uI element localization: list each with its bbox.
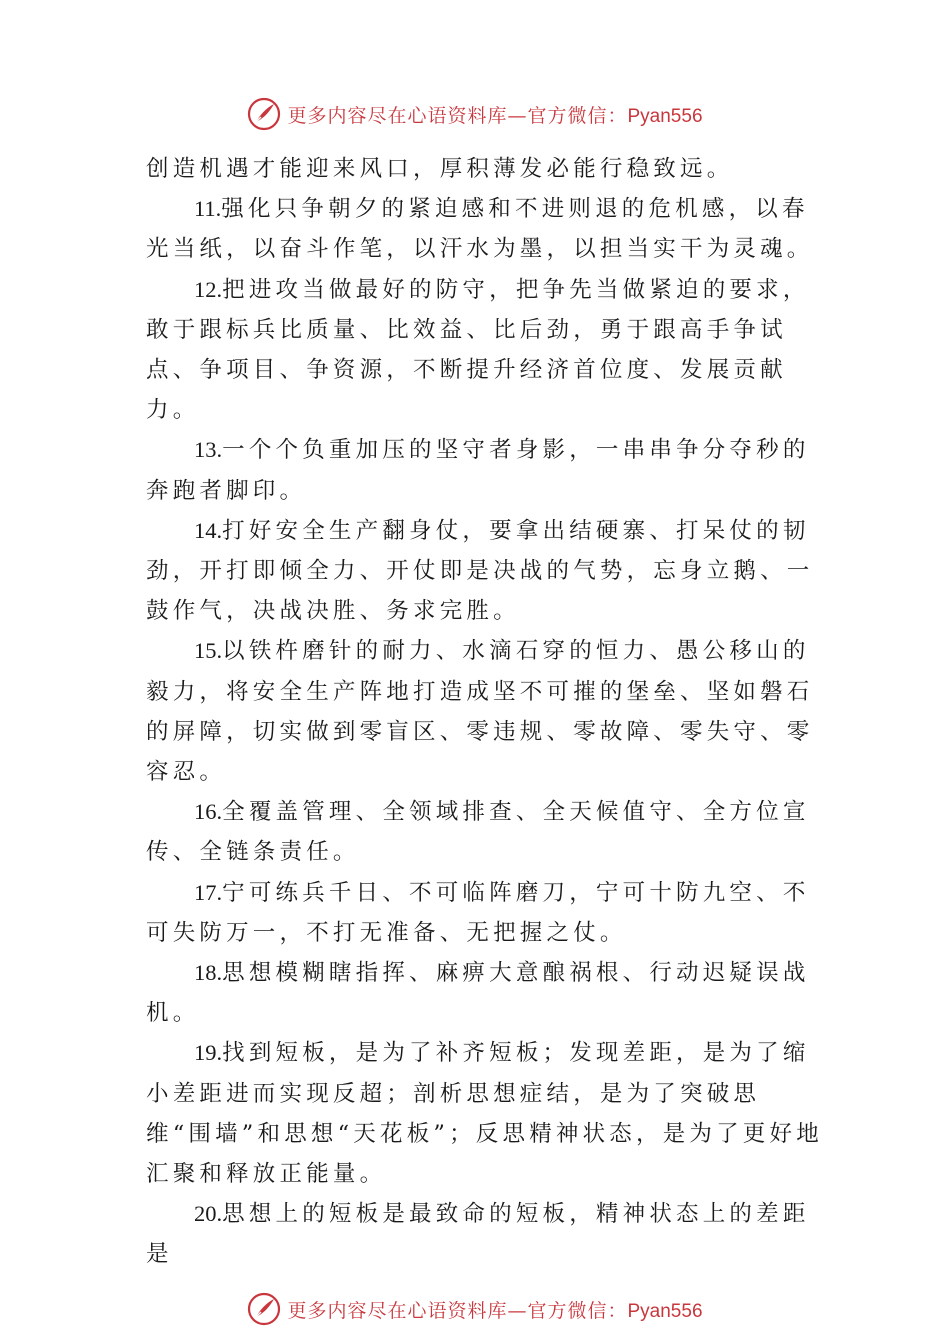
- paragraph-20: 20.思想上的短板是最致命的短板，精神状态上的差距是: [146, 1201, 810, 1268]
- paragraph-14: 14.打好安全生产翻身仗，要拿出结硬寨、打呆仗的韧劲，开打即倾全力、开仗即是决战的气势，忘身立鹅、一鼓作气，决战决胜、务求完胜。: [146, 517, 814, 625]
- header-text: 更多内容尽在心语资料库—官方微信：Pyan556: [287, 104, 703, 127]
- paragraph-11: 11.强化只争朝夕的紧迫感和不进则退的危机感，以春光当纸，以奋斗作笔，以汗水为墨，以担当实干为灵魂。: [146, 196, 814, 263]
- paragraph-16: 16.全覆盖管理、全领域排查、全天候值守、全方位宣传、全链条责任。: [146, 799, 810, 866]
- paragraph-17: 17.宁可练兵千日、不可临阵磨刀，宁可十防九空、不可失防万一，不打无准备、无把握之仗。: [146, 879, 810, 946]
- paragraph-18: 18.思想模糊瞎指挥、麻痹大意酿祸根、行动迟疑误战机。: [146, 960, 810, 1027]
- paragraph-15: 15.以铁杵磨针的耐力、水滴石穿的恒力、愚公移山的毅力，将安全生产阵地打造成坚不可摧的堡垒、坚如磐石的屏障，切实做到零盲区、零违规、零故障、零失守、零容忍。: [146, 638, 814, 786]
- page-footer-banner: [0, 1289, 950, 1329]
- quill-pen-logo-icon: [247, 97, 281, 131]
- paragraph-13: 13.一个个负重加压的坚守者身影，一串串争分夺秒的奔跑者脚印。: [146, 437, 810, 504]
- paragraph-19: 19.找到短板，是为了补齐短板；发现差距，是为了缩小差距进而实现反超；剖析思想症结，是为了突破思维“围墙”和思想“天花板”；反思精神状态，是为了更好地汇聚和释放正能量。: [146, 1040, 823, 1188]
- footer-text: 更多内容尽在心语资料库—官方微信：Pyan556: [287, 1299, 703, 1322]
- page-header-banner: [0, 94, 950, 134]
- paragraph-continuation: 创造机遇才能迎来风口，厚积薄发必能行稳致远。: [146, 156, 734, 182]
- paragraph-12: 12.把进攻当做最好的防守，把争先当做紧迫的要求，敢于跟标兵比质量、比效益、比后劲，勇于跟高手争试点、争项目、争资源，不断提升经济首位度、发展贡献力。: [146, 276, 810, 424]
- document-body: [146, 149, 826, 1275]
- quill-pen-logo-icon: [247, 1292, 281, 1326]
